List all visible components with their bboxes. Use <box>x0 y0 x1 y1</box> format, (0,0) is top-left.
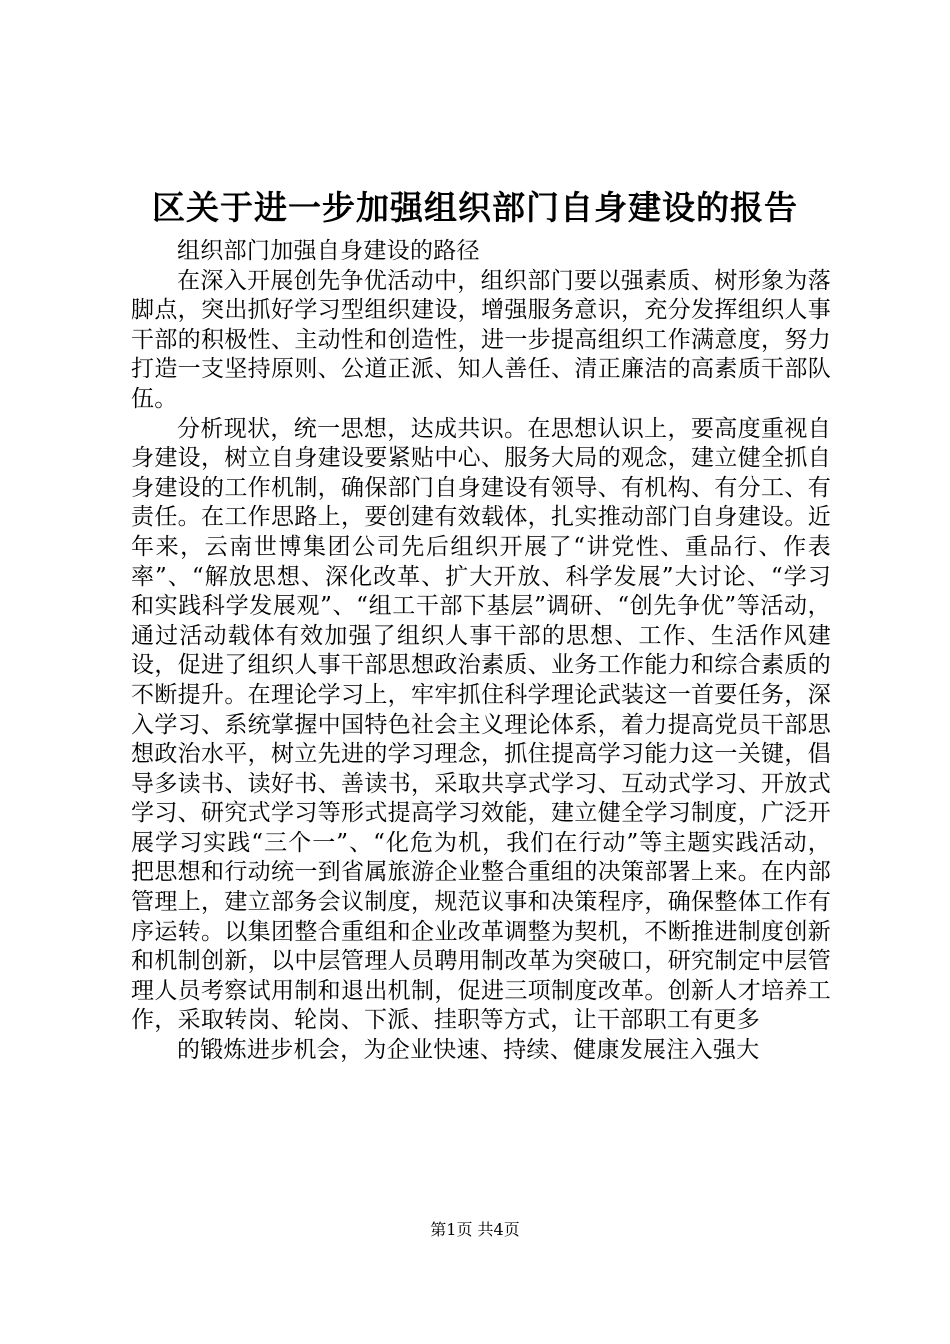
paragraph-1: 在深入开展创先争优活动中，组织部门要以强素质、树形象为落脚点，突出抓好学习型组织建设，增强服务意识，充分发挥组织人事干部的积极性、主动性和创造性，进一步提高组织工作满意度，努力打造一支坚持原则、公道正派、知人善任、清正廉洁的高素质干部队伍。 <box>131 267 831 412</box>
paragraph-3: 的锻炼进步机会，为企业快速、持续、健康发展注入强大 <box>177 1037 760 1064</box>
document-body <box>131 237 831 1066</box>
subheading: 组织部门加强自身建设的路径 <box>177 238 480 264</box>
document-title: 区关于进一步加强组织部门自身建设的报告 <box>152 188 798 227</box>
page-number-footer: 第1页 共4页 <box>430 1220 520 1239</box>
paragraph-2: 分析现状，统一思想，达成共识。在思想认识上，要高度重视自身建设，树立自身建设要紧贴中心、服务大局的观念，建立健全抓自身建设的工作机制，确保部门自身建设有领导、有机构、有分工、有责任。在工作思路上，要创建有效载体，扎实推动部门自身建设。近年来，云南世博集团公司先后组织开展了“讲党性、重品行、作表率”、“解放思想、深化改革、扩大开放、科学发展”大讨论、“学习和实践科学发展观”、“组工干部下基层”调研、“创先争优”等活动，通过活动载体有效加强了组织人事干部的思想、工作、生活作风建设，促进了组织人事干部思想政治素质、业务工作能力和综合素质的不断提升。在理论学习上，牢牢抓住科学理论武装这一首要任务，深入学习、系统掌握中国特色社会主义理论体系，着力提高党员干部思想政治水平，树立先进的学习理念，抓住提高学习能力这一关键，倡导多读书、读好书、善读书，采取共享式学习、互动式学习、开放式学习、研究式学习等形式提高学习效能，建立健全学习制度，广泛开展学习实践“三个一”、“化危为机，我们在行动”等主题实践活动，把思想和行动统一到省属旅游企业整合重组的决策部署上来。在内部管理上，建立部务会议制度，规范议事和决策程序，确保整体工作有序运转。以集团整合重组和企业改革调整为契机，不断推进制度创新和机制创新，以中层管理人员聘用制改革为突破口，研究制定中层管理人员考察试用制和退出机制，促进三项制度改革。创新人才培养工作，采取转岗、轮岗、下派、挂职等方式，让干部职工有更多 <box>131 415 831 1034</box>
